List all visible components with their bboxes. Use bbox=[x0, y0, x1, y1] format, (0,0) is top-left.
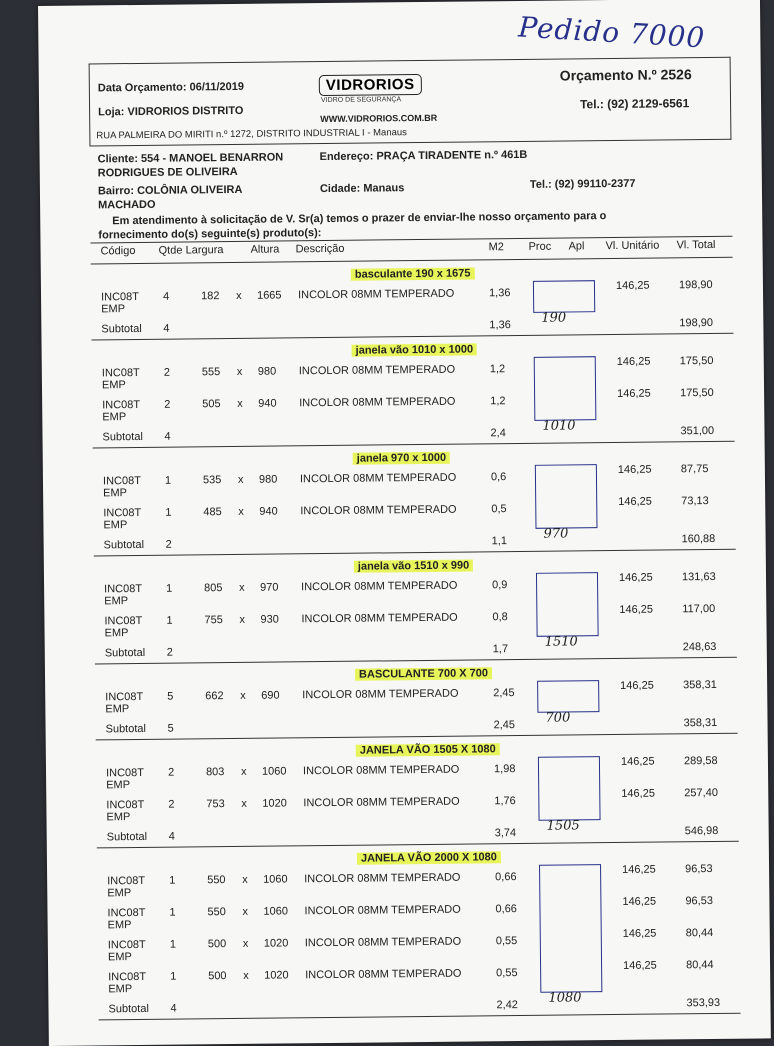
subtotal-m2: 2,45 bbox=[493, 719, 516, 732]
item-unit-price: 146,25 bbox=[618, 571, 653, 584]
item-code: INC08T bbox=[101, 366, 140, 380]
item-height: 980 bbox=[258, 473, 278, 486]
item-qty: 1 bbox=[164, 474, 172, 487]
quote-document bbox=[38, 0, 771, 1046]
subtotal-qty: 4 bbox=[164, 430, 171, 443]
handwritten-measure: 700 bbox=[545, 710, 571, 726]
subtotal-qty: 2 bbox=[165, 538, 172, 551]
handwritten-measure: 1010 bbox=[542, 418, 576, 434]
column-header: Vl. Unitário bbox=[605, 239, 660, 253]
item-emp: EMP bbox=[107, 887, 132, 900]
item-width: 535 bbox=[202, 474, 222, 487]
item-m2: 1,2 bbox=[489, 363, 506, 376]
group-title bbox=[354, 559, 473, 572]
subtotal-label: Subtotal bbox=[101, 322, 142, 336]
handwritten-measure: 970 bbox=[543, 526, 569, 542]
item-x: x bbox=[238, 505, 244, 518]
item-emp: EMP bbox=[104, 627, 129, 640]
column-header: Altura bbox=[250, 243, 280, 256]
column-header: Descrição bbox=[295, 242, 345, 256]
subtotal-label: Subtotal bbox=[108, 1002, 149, 1016]
column-header: Apl bbox=[568, 240, 585, 253]
store-website: WWW.VIDRORIOS.COM.BR bbox=[320, 112, 438, 125]
item-unit-price: 146,25 bbox=[618, 495, 652, 508]
item-height: 1060 bbox=[263, 873, 288, 886]
subtotal-m2: 2,4 bbox=[490, 427, 506, 440]
subtotal-m2: 1,1 bbox=[491, 535, 507, 548]
group-title-text: JANELA VÃO 1505 X 1080 bbox=[356, 743, 500, 757]
item-total: 257,40 bbox=[684, 786, 718, 800]
item-x: x bbox=[241, 797, 247, 810]
item-height: 1060 bbox=[263, 905, 289, 918]
item-total: 131,63 bbox=[681, 570, 716, 584]
item-width: 485 bbox=[203, 506, 222, 519]
item-height: 1020 bbox=[262, 797, 287, 810]
item-height: 940 bbox=[258, 397, 277, 410]
item-height: 980 bbox=[257, 365, 277, 378]
item-qty: 1 bbox=[169, 906, 176, 919]
group-title-text: basculante 190 x 1675 bbox=[351, 267, 475, 280]
group-title-text: janela 970 x 1000 bbox=[353, 452, 450, 465]
item-total: 80,44 bbox=[685, 926, 714, 940]
item-m2: 1,36 bbox=[488, 287, 511, 300]
item-description: INCOLOR 08MM TEMPERADO bbox=[299, 471, 457, 486]
item-x: x bbox=[242, 873, 248, 886]
group-title-text: BASCULANTE 700 X 700 bbox=[355, 667, 492, 680]
item-code: INC08T bbox=[104, 582, 143, 596]
handwritten-sketch bbox=[536, 572, 599, 637]
item-height: 970 bbox=[260, 581, 279, 594]
item-emp: EMP bbox=[105, 703, 130, 716]
subtotal-qty: 5 bbox=[167, 722, 174, 735]
item-width: 805 bbox=[204, 582, 223, 595]
item-x: x bbox=[242, 937, 249, 950]
client-district: Bairro: COLÔNIA OLIVEIRA bbox=[97, 183, 243, 198]
subtotal-total: 358,31 bbox=[683, 716, 718, 730]
group-divider bbox=[95, 657, 737, 665]
item-emp: EMP bbox=[106, 779, 131, 792]
column-header: Proc bbox=[528, 240, 552, 253]
item-code: INC08T bbox=[103, 506, 142, 520]
group-divider bbox=[99, 1013, 741, 1021]
brand-logo: VIDRORIOS bbox=[319, 74, 422, 96]
item-m2: 0,6 bbox=[490, 471, 507, 484]
column-header: Largura bbox=[185, 244, 224, 257]
item-total: 175,50 bbox=[680, 386, 714, 400]
item-qty: 1 bbox=[166, 582, 173, 595]
subtotal-total: 353,93 bbox=[686, 996, 721, 1010]
item-description: INCOLOR 08MM TEMPERADO bbox=[297, 287, 455, 302]
item-description: INCOLOR 08MM TEMPERADO bbox=[302, 687, 459, 702]
subtotal-qty: 2 bbox=[166, 646, 173, 659]
item-emp: EMP bbox=[106, 811, 131, 824]
item-x: x bbox=[240, 689, 246, 702]
item-height: 690 bbox=[261, 689, 280, 702]
item-code: INC08T bbox=[105, 690, 144, 704]
client-name: Cliente: 554 - MANOEL BENARRON bbox=[97, 151, 284, 166]
item-height: 1060 bbox=[261, 765, 287, 778]
item-width: 500 bbox=[208, 970, 227, 983]
subtotal-total: 248,63 bbox=[682, 640, 717, 654]
item-qty: 2 bbox=[164, 398, 171, 411]
item-emp: EMP bbox=[107, 951, 132, 964]
group-divider bbox=[96, 733, 738, 741]
group-title bbox=[351, 267, 475, 280]
item-unit-price: 146,25 bbox=[617, 463, 652, 476]
item-unit-price: 146,25 bbox=[622, 863, 656, 876]
group-divider bbox=[93, 441, 735, 449]
item-total: 117,00 bbox=[682, 602, 716, 616]
item-total: 198,90 bbox=[678, 278, 713, 292]
subtotal-total: 351,00 bbox=[680, 424, 715, 438]
item-qty: 5 bbox=[167, 690, 174, 703]
item-width: 182 bbox=[200, 290, 220, 303]
item-total: 73,13 bbox=[681, 495, 709, 508]
store-address: RUA PALMEIRA DO MIRITI n.º 1272, DISTRITO INDUSTRIAL I - Manaus bbox=[96, 127, 407, 142]
handwritten-sketch bbox=[537, 680, 599, 713]
item-x: x bbox=[242, 905, 249, 918]
group-title bbox=[352, 343, 478, 356]
item-description: INCOLOR 08MM TEMPERADO bbox=[300, 503, 457, 518]
item-m2: 0,55 bbox=[495, 935, 518, 948]
subtotal-total: 546,98 bbox=[684, 824, 719, 838]
client-name-line2: RODRIGUES DE OLIVEIRA bbox=[97, 165, 238, 180]
item-x: x bbox=[239, 581, 245, 594]
handwritten-sketch bbox=[538, 756, 601, 821]
item-description: INCOLOR 08MM TEMPERADO bbox=[304, 903, 461, 918]
item-unit-price: 146,25 bbox=[619, 603, 654, 616]
group-divider bbox=[91, 333, 733, 341]
item-code: INC08T bbox=[102, 398, 141, 412]
item-m2: 1,76 bbox=[494, 795, 516, 808]
subtotal-qty: 4 bbox=[170, 1002, 177, 1015]
subtotal-qty: 4 bbox=[168, 830, 175, 843]
item-width: 505 bbox=[202, 398, 221, 411]
item-x: x bbox=[237, 473, 244, 486]
client-address: Endereço: PRAÇA TIRADENTE n.º 461B bbox=[319, 148, 528, 164]
group-divider bbox=[97, 841, 739, 849]
item-qty: 1 bbox=[169, 874, 176, 887]
item-unit-price: 146,25 bbox=[623, 959, 657, 972]
item-code: INC08T bbox=[107, 874, 146, 888]
group-title bbox=[355, 667, 492, 680]
item-width: 755 bbox=[204, 614, 223, 627]
handwritten-measure: 1505 bbox=[546, 818, 580, 834]
subtotal-label: Subtotal bbox=[104, 646, 146, 660]
item-description: INCOLOR 08MM TEMPERADO bbox=[304, 871, 461, 886]
item-code: INC08T bbox=[108, 970, 147, 984]
item-emp: EMP bbox=[107, 919, 132, 932]
group-title-text: janela vão 1510 x 990 bbox=[354, 559, 473, 572]
item-code: INC08T bbox=[104, 614, 143, 628]
item-width: 753 bbox=[206, 798, 225, 811]
item-code: INC08T bbox=[105, 766, 145, 780]
subtotal-m2: 2,42 bbox=[496, 999, 518, 1012]
item-unit-price: 146,25 bbox=[621, 787, 656, 800]
store-phone: Tel.: (92) 2129-6561 bbox=[579, 96, 690, 112]
subtotal-m2: 3,74 bbox=[494, 827, 517, 840]
handwritten-sketch bbox=[539, 864, 602, 993]
item-total: 358,31 bbox=[683, 678, 717, 692]
item-unit-price: 146,25 bbox=[620, 679, 654, 692]
item-unit-price: 146,25 bbox=[616, 355, 651, 368]
item-height: 1020 bbox=[263, 937, 289, 950]
subtotal-m2: 1,36 bbox=[489, 319, 511, 332]
item-code: INC08T bbox=[100, 290, 140, 304]
item-code: INC08T bbox=[106, 798, 145, 812]
item-m2: 0,9 bbox=[492, 579, 508, 592]
item-description: INCOLOR 08MM TEMPERADO bbox=[301, 611, 458, 626]
item-unit-price: 146,25 bbox=[622, 927, 657, 940]
item-qty: 2 bbox=[167, 766, 175, 779]
item-x: x bbox=[240, 765, 247, 778]
item-description: INCOLOR 08MM TEMPERADO bbox=[302, 763, 460, 778]
item-width: 500 bbox=[207, 938, 227, 951]
item-total: 87,75 bbox=[680, 463, 709, 476]
handwritten-sketch bbox=[533, 280, 595, 313]
intro-text: Em atendimento à solicitação de V. Sr(a) temos o prazer de enviar-lhe nosso orçamento para o bbox=[112, 210, 607, 228]
item-unit-price: 146,25 bbox=[622, 895, 657, 908]
column-header: Código bbox=[100, 244, 136, 258]
item-m2: 2,45 bbox=[493, 687, 515, 700]
item-total: 96,53 bbox=[685, 862, 713, 876]
item-total: 96,53 bbox=[685, 894, 714, 908]
item-emp: EMP bbox=[101, 379, 126, 392]
item-height: 1665 bbox=[256, 289, 282, 302]
item-height: 1020 bbox=[264, 969, 289, 982]
subtotal-qty: 4 bbox=[163, 322, 170, 335]
item-qty: 2 bbox=[168, 798, 175, 811]
subtotal-label: Subtotal bbox=[103, 538, 145, 552]
item-m2: 0,8 bbox=[492, 611, 508, 624]
item-m2: 0,66 bbox=[495, 871, 517, 884]
item-x: x bbox=[235, 289, 242, 302]
item-description: INCOLOR 08MM TEMPERADO bbox=[299, 395, 456, 410]
item-x: x bbox=[236, 365, 243, 378]
item-qty: 1 bbox=[166, 614, 173, 627]
item-description: INCOLOR 08MM TEMPERADO bbox=[305, 967, 462, 982]
item-code: INC08T bbox=[107, 938, 146, 952]
item-emp: EMP bbox=[103, 519, 128, 532]
item-qty: 1 bbox=[165, 506, 172, 519]
item-total: 175,50 bbox=[679, 354, 714, 368]
group-title bbox=[357, 851, 501, 865]
item-width: 555 bbox=[201, 366, 221, 379]
item-height: 940 bbox=[259, 505, 278, 518]
item-total: 289,58 bbox=[683, 754, 718, 768]
item-x: x bbox=[237, 397, 243, 410]
item-emp: EMP bbox=[103, 487, 128, 500]
group-divider bbox=[94, 549, 736, 557]
column-header: Qtde bbox=[158, 244, 183, 257]
handwritten-sketch bbox=[534, 356, 597, 421]
item-m2: 0,5 bbox=[491, 503, 507, 516]
subtotal-label: Subtotal bbox=[106, 830, 148, 844]
item-total: 80,44 bbox=[686, 958, 714, 972]
item-description: INCOLOR 08MM TEMPERADO bbox=[298, 363, 456, 378]
item-description: INCOLOR 08MM TEMPERADO bbox=[304, 935, 462, 950]
intro-text-line2: fornecimento do(s) seguinte(s) produto(s): bbox=[98, 227, 322, 242]
item-x: x bbox=[243, 969, 249, 982]
item-x: x bbox=[239, 613, 246, 626]
group-title-text: janela vão 1010 x 1000 bbox=[352, 343, 478, 356]
item-qty: 1 bbox=[170, 970, 177, 983]
item-m2: 1,2 bbox=[490, 395, 506, 408]
column-header: Vl. Total bbox=[676, 238, 716, 252]
handwritten-measure: 1080 bbox=[548, 990, 582, 1006]
subtotal-total: 198,90 bbox=[679, 316, 714, 330]
item-qty: 4 bbox=[162, 290, 170, 303]
item-width: 550 bbox=[207, 874, 226, 887]
group-title bbox=[356, 743, 500, 757]
item-code: INC08T bbox=[107, 906, 146, 920]
group-title bbox=[353, 452, 450, 465]
item-m2: 0,55 bbox=[496, 967, 518, 980]
handwritten-measure: 190 bbox=[541, 310, 567, 326]
header-underline bbox=[91, 257, 733, 265]
item-width: 662 bbox=[205, 690, 224, 703]
item-unit-price: 146,25 bbox=[615, 279, 650, 292]
subtotal-label: Subtotal bbox=[105, 722, 147, 736]
item-height: 930 bbox=[260, 613, 279, 626]
item-unit-price: 146,25 bbox=[620, 755, 655, 768]
handwritten-measure: 1510 bbox=[544, 634, 578, 650]
item-description: INCOLOR 08MM TEMPERADO bbox=[301, 579, 458, 594]
item-description: INCOLOR 08MM TEMPERADO bbox=[303, 795, 460, 810]
column-header: M2 bbox=[488, 241, 504, 254]
item-unit-price: 146,25 bbox=[617, 387, 651, 400]
item-qty: 1 bbox=[169, 938, 177, 951]
subtotal-m2: 1,7 bbox=[492, 643, 509, 656]
client-district-line2: MACHADO bbox=[98, 198, 156, 212]
subtotal-total: 160,88 bbox=[681, 532, 716, 546]
item-m2: 0,66 bbox=[495, 903, 517, 916]
quote-number: Orçamento N.º 2526 bbox=[559, 66, 692, 84]
item-code: INC08T bbox=[102, 474, 141, 488]
document-header bbox=[89, 57, 732, 147]
item-qty: 2 bbox=[163, 366, 171, 379]
store-name: Loja: VIDRORIOS DISTRITO bbox=[98, 104, 244, 119]
item-emp: EMP bbox=[104, 595, 129, 608]
item-width: 803 bbox=[205, 766, 225, 779]
brand-tagline: VIDRO DE SEGURANÇA bbox=[320, 96, 402, 105]
item-emp: EMP bbox=[102, 411, 127, 424]
handwritten-order-note: Pedido 7000 bbox=[517, 10, 707, 55]
subtotal-label: Subtotal bbox=[102, 430, 143, 444]
item-width: 550 bbox=[207, 906, 226, 919]
item-emp: EMP bbox=[101, 303, 126, 316]
client-phone: Tel.: (92) 99110-2377 bbox=[529, 177, 636, 191]
group-title-text: JANELA VÃO 2000 X 1080 bbox=[357, 851, 501, 865]
handwritten-sketch bbox=[535, 464, 598, 529]
quote-date: Data Orçamento: 06/11/2019 bbox=[97, 80, 245, 95]
client-city: Cidade: Manaus bbox=[319, 182, 405, 196]
item-m2: 1,98 bbox=[493, 763, 516, 776]
item-emp: EMP bbox=[108, 983, 133, 996]
